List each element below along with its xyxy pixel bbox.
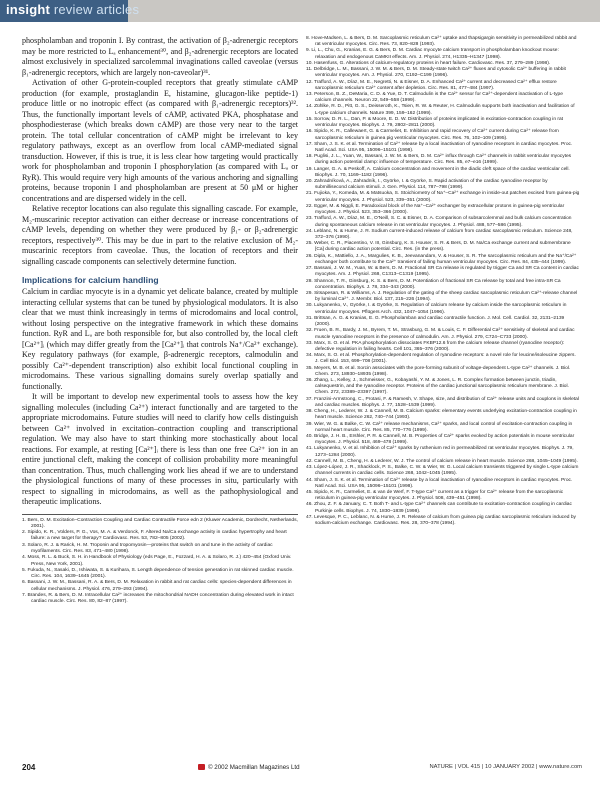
- journal-citation: NATURE | VOL 415 | 10 JANUARY 2002 | www.nature.com: [429, 764, 582, 770]
- reference-item: 27. Bassani, J. W. M., Yuan, W. & Bers, D. M. Fractional SR Ca release is regulated by trigger Ca and SR Ca content in cardiac myocytes. Am. J. Physiol. 268, C1313–C1319 (1995).: [306, 266, 579, 278]
- reference-item: 33. Marx, S. O. et al. PKA phosphorylation dissociates FKBP12.6 from the calcium release channel (ryanodine receptor): defective regulation in failing hearts. Cell 101, 365–376 (2000).: [306, 340, 565, 352]
- body-paragraph: Activation of other G-protein-coupled receptors that greatly stimulate cAMP production (for example, prostaglandin E, histamine, glucagon-like peptide-1) produce little or no inotropic effect (as compared with β₁-adrenergic receptors)³². Thus, the functionally important levels of cAMP, activated PKA, phosphatase and phosphodiesterase (which breaks down cAMP) are those very near to the target protein. The total cellular concentration of cAMP might be irrelevant to key regulatory pathways, except as an overflow from local cAMP-mediated signal transduction. However, if this is true, it is less clear how targeting would practically work for phospholamban and troponin I phosphorylation (as compared with Lₐ or RyR). This would require very high amounts of the various anchoring and signalling proteins, because troponin I and phospholamban are present at 50 μM or higher concentrations and are dispersed widely in the cell.: [22, 78, 298, 203]
- reference-item: 47. Levesque, P. C., Leblanc, N. & Hume, J. R. Release of calcium from guinea pig cardiac sarcoplasmic reticulum induced by sodium-calcium exchange. Cardiovasc. Res. 28, 370–378 (1994).: [306, 514, 576, 527]
- reference-item: 46. Zhou, Z. F. & January, C. T. Both T- and L-type Ca²⁺ channels can contribute to excitation-contraction coupling in cardiac Purkinje cells. Biophys. J. 74, 1830–1839 (1998).: [306, 502, 572, 514]
- reference-item: 41. Lukyanenko, V. et al. Inhibition of Ca²⁺ sparks by ruthenium red in permeabilized rat ventricular myocytes. Biophys. J. 79, 1273–1284 (2000).: [306, 446, 574, 458]
- reference-item: 39. Wier, W. G. & Balke, C. W. Ca²⁺ release mechanisms, Ca²⁺ sparks, and local control of excitation-contraction coupling in normal heart muscle. Circ. Res. 85, 770–776 (1999).: [306, 421, 573, 433]
- reference-item: 26. Dipla, K., Mattiello, J. A., Margulies, K. B., Jeevanandam, V. & Houser, S. R. The sarcoplasmic reticulum and the Na⁺/Ca²⁺ exchanger both contribute to the Ca²⁺ transient of failing human ventricular myocytes. Circ. Res. 84, 435–444 (1999).: [306, 253, 577, 265]
- section-title-suffix: review articles: [50, 2, 140, 17]
- references-divider: [22, 514, 298, 515]
- section-heading: Implications for calcium handling: [22, 275, 159, 285]
- reference-item: 40. Bridge, J. H. B., Ershler, P. R. & Cannell, M. B. Properties of Ca²⁺ sparks evoked by action potentials in mouse ventricular myocytes. J. Physiol. 518, 469–478 (1999).: [306, 434, 575, 446]
- reference-item: 29. Sitsapesan, R. & Williams, A. J. Regulation of the gating of the sheep cardiac sarcoplasmic reticulum Ca²⁺-release channel by luminal Ca²⁺. J. Membr. Biol. 137, 215–226 (1994).: [306, 290, 578, 303]
- reference-item: 8. Hove-Madsen, L. & Bers, D. M. Sarcoplasmic reticulum Ca²⁺ uptake and thapsigargin sensitivity in permeabilized rabbit and rat ventricular myocytes. Circ. Res. 73, 820–828 (1993).: [306, 36, 577, 48]
- page-header: [0, 0, 600, 22]
- left-column: [22, 36, 298, 606]
- reference-item: 12. Trafford, A. W., Díaz, M. E., Negretti, N. & Eisner, D. A. Enhanced Ca²⁺ current and decreased Ca²⁺ efflux restore sarcoplasmic reticulum Ca²⁺ content after depletion. Circ. Res. 81, 477–484 (1997).: [306, 79, 557, 91]
- reference-item: 23. Trafford, A. W., Díaz, M. E., O'Neill, S. C. & Eisner, D. A. Comparison of subsarcolemmal and bulk calcium concentration during spontaneous calcium release in rat ventricular myocytes. J. Physiol. 488, 577–586 (1995).: [306, 216, 572, 228]
- reference-item: 3. Solaro, R. J. & Rarick, H. M. Troponin and tropomyosin—proteins that switch on and tune in the activity of cardiac myofilaments. Circ. Res. 83, 471–480 (1998).: [22, 542, 273, 554]
- page-footer: [22, 763, 582, 777]
- copyright-notice: [198, 764, 300, 771]
- reference-item: 36. Zhang, L., Kelley, J., Schmeisser, G., Kobayashi, Y. M. & Jones, L. R. Complex formation between junctin, triadin, calsequestrin, and the ryanodine receptor. Proteins of the cardiac junctional sarcoplasmic reticulum membrane. J. Biol. Chem. 272, 23389–23397 (1997).: [306, 378, 569, 396]
- reference-item: 14. Zühlke, R. D., Pitt, G. S., Deisseroth, K., Tsien, R. W. & Reuter, H. Calmodulin supports both inactivation and facilitation of L-type calcium channels. Nature 399, 159–162 (1999).: [306, 104, 575, 116]
- right-column: [306, 36, 580, 527]
- reference-list: [306, 36, 580, 527]
- reference-item: 44. Sham, J. S. K. et al. Termination of Ca²⁺ release by a local inactivation of ryanodine receptors in cardiac myocytes. Proc. Natl Acad. Sci. USA 95, 15096–15101 (1998).: [306, 477, 573, 489]
- reference-item: 34. Marx, S. O. et al. Phosphorylation-dependent regulation of ryanodine receptors: a novel role for leucine/isoleucine zippers. J. Cell Biol. 153, 699–708 (2001).: [306, 353, 576, 365]
- reference-item: 15. Sorrow, D. R. L., Dan, P. & Moore, E. D. W. Distribution of proteins implicated in excitation-contraction coupling in rat ventricular myocytes. Biophys. J. 79, 2802–2811 (2000).: [306, 116, 564, 129]
- reference-item: 6. Bassani, J. W. M., Bassani, R. A. & Bers, D. M. Relaxation in rabbit and rat cardiac cells: species-dependent differences in cellular mechanisms. J. Physiol. 476, 279–293 (1994).: [22, 580, 292, 592]
- reference-item: 4. Moss, R. L. & Buck, S. H. in Handbook of Physiology (eds Page, E., Fozzard, H. A. & Solaro, R. J.) 420–454 (Oxford Univ. Press, New York, 2001).: [22, 555, 292, 567]
- section-title: [6, 2, 139, 17]
- body-paragraph: phospholamban and troponin I. By contrast, the activation of β₂-adrenergic receptors may be more restricted to Lₐ enhancement³⁰, and β₂-adrenergic receptors are located almost exclusively in specialized sarcolemmal invaginations called caveolae (versus β₁-adrenergic receptors, which are largely non-caveolar)³¹.: [22, 36, 298, 77]
- reference-item: 19. Langer, G. A. & Peskoff, A. Calcium concentration and movement in the diadic cleft space of the cardiac ventricular cell. Biophys. J. 70, 1169–1182 (1996).: [306, 166, 570, 178]
- reference-item: 28. Shannon, T. R., Ginsburg, K. S. & Bers, D. M. Potentiation of fractional SR Ca release by total and free intra-SR Ca concentration. Biophys. J. 78, 334–343 (2000).: [306, 278, 561, 290]
- reference-item: 17. Sham, J. S. K. et al. Termination of Ca²⁺ release by a local inactivation of ryanodine receptors in cardiac myocytes. Proc. Natl Acad. Sci. USA 95, 15096–15101 (1998).: [306, 141, 573, 153]
- body-paragraph: Relative receptor locations can also regulate this signalling cascade. For example, M₂-muscarinic receptor activation can either decrease or increase concentrations of cAMP levels, depending on whether they were produced by β₁- or β₂-adrenergic receptors, respectively³⁰. This may be due in part to the relative exclusion of M₂-muscarinic receptors from caveolae. Thus, the location of receptors and their signalling cascade components can selectively determine function.: [22, 204, 298, 266]
- reference-item: 7. Brandes, R. & Bers, D. M. Intracellular Ca²⁺ increases the mitochondrial NADH concentration during elevated work in intact cardiac muscle. Circ. Res. 80, 82–87 (1997).: [22, 593, 294, 605]
- page-number: 204: [22, 763, 36, 772]
- reference-item: 45. Sipido, K. R., Carmeliet, E. & van de Werf, F. T-type Ca²⁺ current as a trigger for Ca²⁺ release from the sarcoplasmic reticulum in guinea-pig ventricular myocytes. J. Physiol. 508, 439–451 (1998).: [306, 489, 564, 502]
- section-title-prefix: insight: [6, 2, 51, 17]
- reference-item: 13. Peterson, B. Z., DeMaria, C. D. & Yue, D. T. Calmodulin is the Ca²⁺ sensor for Ca²⁺-dependent inactivation of L-type calcium channels. Neuron 22, 549–558 (1999).: [306, 91, 563, 104]
- reference-item: 25. Weber, C. R., Piacentino, V. III, Ginsburg, K. S. Houser, S. R. & Bers, D. M. Na/Ca exchange current and submembrane [Ca] during cardiac action potential. Circ. Res. (in the press).: [306, 241, 571, 253]
- reference-item: 31. Brittsan, A. G. & Kranias, E. G. Phospholamban and cardiac contractile function. J. Mol. Cell. Cardiol. 32, 2131–2139 (2000).: [306, 315, 565, 328]
- reference-item: 43. López-López, J. R., Shacklock, P. S., Balke, C. W. & Wier, W. G. Local calcium transients triggered by single L-type calcium channel currents in cardiac cells. Science 268, 1042–1045 (1995).: [306, 465, 579, 477]
- reference-item: 37. Franzini-Armstrong, C., Protasi, F. & Ramesh, V. Shape, size, and distribution of Ca²⁺ release units and couplons in skeletal and cardiac muscles. Biophys. J. 77, 1528–1539 (1999).: [306, 396, 579, 408]
- reference-item: 18. Puglisi, J. L., Yuan, W., Bassani, J. W. M. & Bers, D. M. Ca²⁺ influx through Ca²⁺ channels in rabbit ventricular myocytes during action potential clamp: influence of temperature. Circ. Res. 85, e7–e16 (1999).: [306, 154, 572, 166]
- reference-item: 11. Delbridge, L. M., Bassani, J. W. M. & Bers, D. M. Steady-state twitch Ca²⁺ fluxes and cytosolic Ca²⁺ buffering in rabbit ventricular myocytes. Am. J. Physiol. 270, C192–C199 (1996).: [306, 67, 566, 79]
- reference-item: 38. Cheng, H., Lederer, W. J. & Cannell, M. B. Calcium sparks: elementary events underlying excitation-contraction coupling in heart muscle. Science 262, 740–744 (1993).: [306, 409, 577, 421]
- reference-item: 20. Zahradníková, A., Zahradník, I., Györke, I. & Györke, S. Rapid activation of the cardiac ryanodine receptor by submillisecond calcium stimuli. J. Gen. Physiol. 114, 787–798 (1999).: [306, 179, 548, 191]
- reference-item: 2. Sipido, K. R., Volders, P. G., Vos, M. A. & Verdonck, F. Altered Na/Ca exchange activity in cardiac hypertrophy and heart failure: a new target for therapy? Cardiovasc. Res. 53, 782–805 (2002).: [22, 530, 287, 542]
- reference-item: 21. Fujioka, Y., Komeda, M. & Matsuoka, S. Stoichiometry of Na⁺–Ca²⁺ exchange in inside-out patches excised from guinea-pig ventricular myocytes. J. Physiol. 523, 339–351 (2000).: [306, 191, 580, 203]
- reference-item: 22. Egger, M. & Niggli, E. Paradoxical block of the Na⁺–Ca²⁺ exchanger by extracellular protons in guinea-pig ventricular myocytes. J. Physiol. 523, 353–366 (2000).: [306, 203, 565, 216]
- reference-item: 16. Sipido, K. R., Callewaert, G. & Carmeliet, E. Inhibition and rapid recovery of Ca²⁺ current during Ca²⁺ release from sarcoplasmic reticulum in guinea pig ventricular myocytes. Circ. Res. 76, 102–109 (1995).: [306, 129, 559, 141]
- reference-item: 32. Fruen, B. R., Bardy, J. M., Byrem, T. M., Strasburg, G. M. & Louis, C. F. Differential Ca²⁺ sensitivity of skeletal and cardiac muscle ryanodine receptors in the presence of calmodulin. Am. J. Physiol. 279, C724–C733 (2000).: [306, 328, 575, 340]
- body-paragraph: Calcium in cardiac myocyte is in a dynamic yet delicate balance, created by multiple interacting cellular systems that can be tuned by physiological modulators. It is also clear that we must think increasingly in terms of microdomains and local control, without losing perspective on the integrative framework in which these domains function. RyR and Lₐ are both responsible for, but also controlled by, the local cleft [Ca²⁺]ᵢ (which may differ greatly from the [Ca²⁺]ᵢ that controls Na⁺/Ca²⁺ exchange). Key regulatory pathways (for example, β-adrenergic receptors, calmodulin and possibly Ca²⁺-dependent transcription) also exhibit local functional coupling in microdomains. These various signalling domains surely overlap spatially and functionally.: [22, 287, 298, 391]
- publisher-logo-icon: [198, 764, 205, 770]
- reference-item: 42. Cannell, M. B., Cheng, H. & Lederer, W. J. The control of calcium release in heart muscle. Science 268, 1045–1049 (1995).: [306, 458, 578, 464]
- reference-item: 10. Hasenfuss, G. Alterations of calcium-regulatory proteins in heart failure. Cardiovasc. Res. 37, 279–289 (1998).: [306, 60, 551, 66]
- reference-item: 24. Leblanc, N. & Hume, J. R. Sodium current-induced release of calcium from cardiac sarcoplasmic reticulum. Science 248, 372–376 (1990).: [306, 228, 573, 240]
- reference-list: [22, 518, 298, 606]
- reference-item: 30. Lukyanenko, V., Györke, I. & Györke, S. Regulation of calcium release by calcium inside the sarcoplasmic reticulum in ventricular myocytes. Pflügers Arch. 432, 1047–1054 (1996).: [306, 303, 567, 315]
- reference-item: 9. Li, L., Chu, G., Kranias, E. G. & Bers, D. M. Cardiac myocyte calcium transport in phospholamban knockout mouse: relaxation and endogenous CaMKII effects. Am. J. Physiol. 274, H1335–H1347 (1998).: [306, 48, 559, 60]
- body-paragraph: It will be important to develop new experimental tools to assess how the key signalling molecules (including Ca²⁺) interact functionally and are targeted to the appropriate microdomains. Future studies will need to clarify how cells distinguish between Ca²⁺ involved in excitation–contraction coupling and transcriptional regulation. We may also have to start thinking more stochastically about local reactions. For example, at resting [Ca²⁺]ᵢ there is less than one free Ca²⁺ ion in an entire junctional cleft, making the concept of collision probability more meaningful than concentration. Thus, much challenging work lies ahead if we are to understand the physiological functions of many of these processes in situ, particularly with respect to signalling in microdomains, as well as the pathophysiological and therapeutic implications.: [22, 392, 298, 506]
- reference-item: 5. Fukuda, N., Sasaki, D., Ishiwata, S. & Kurihara, S. Length dependence of tension generation in rat skinned cardiac muscle. Circ. Res. 104, 1639–1645 (2001).: [22, 567, 294, 580]
- reference-item: 1. Bers, D. M. Excitation–Contraction Coupling and Cardiac Contractile Force edn 2 (Kluwer Academic, Dordrecht, Netherlands, 2001).: [22, 517, 298, 529]
- reference-item: 35. Meyers, M. B. et al. Sorcin associates with the pore-forming subunit of voltage-dependent L-type Ca²⁺ channels. J. Biol. Chem. 273, 18930–18935 (1998).: [306, 365, 571, 377]
- copyright-text: © 2002 Macmillan Magazines Ltd: [208, 764, 300, 771]
